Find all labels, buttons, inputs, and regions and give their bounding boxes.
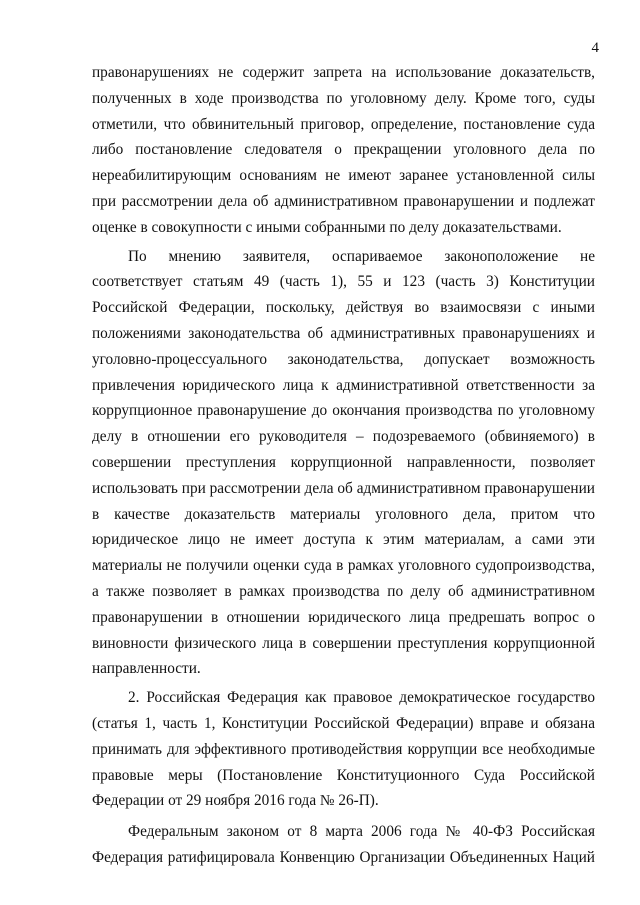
paragraph-federal-law: Федеральным законом от 8 марта 2006 года № 40-ФЗ Российская Федерация ратифицировала Конвенцию Организации Объединенных Наций	[92, 823, 595, 866]
paragraph-continuation: правонарушениях не содержит запрета на использование доказательств, полученных в ходе производства по уголовному делу. Кроме того, суды отметили, что обвинительный приговор, определение, постановление суда либо постановление следователя о прекращении уголовного дела по нереабилитирующим основаниям не имеют заранее установленной силы при рассмотрении дела об административном правонарушении и подлежат оценке в совокупности с иными собранными по делу доказательствами.	[92, 64, 595, 236]
paragraph-section-2: 2. Российская Федерация как правовое демократическое государство (статья 1, часть 1, Конституции Российской Федерации) вправе и обязана принимать для эффективного противодействия коррупции все необходимые правовые меры (Постановление Конституционного Суда Российской Федерации от 29 ноября 2016 года № 26-П).	[92, 689, 595, 810]
paragraph-applicant-position: По мнению заявителя, оспариваемое законоположение не соответствует статьям 49 (часть 1), 55 и 123 (часть 3) Конституции Российской Федерации, поскольку, действуя во взаимосвязи с иными положениями законодательства об административных правонарушениях и уголовно-процессуального законодательства, допускает возможность привлечения юридического лица к административной ответственности за коррупционное правонарушение до окончания производства по уголовному делу в отношении его руководителя – подозреваемого (обвиняемого) в совершении преступления коррупционной направленности, позволяет использовать при рассмотрении дела об административном правонарушении в качестве доказательств материалы уголовного дела, притом что юридическое лицо не имеет доступа к этим материалам, а сами эти материалы не получили оценки суда в рамках уголовного судопроизводства, а также позволяет в рамках производства по делу об административном правонарушении в отношении юридического лица предрешать вопрос о виновности физического лица в совершении преступления коррупционной направленности.	[92, 247, 595, 678]
document-body	[92, 60, 595, 871]
page-number: 4	[591, 40, 599, 56]
